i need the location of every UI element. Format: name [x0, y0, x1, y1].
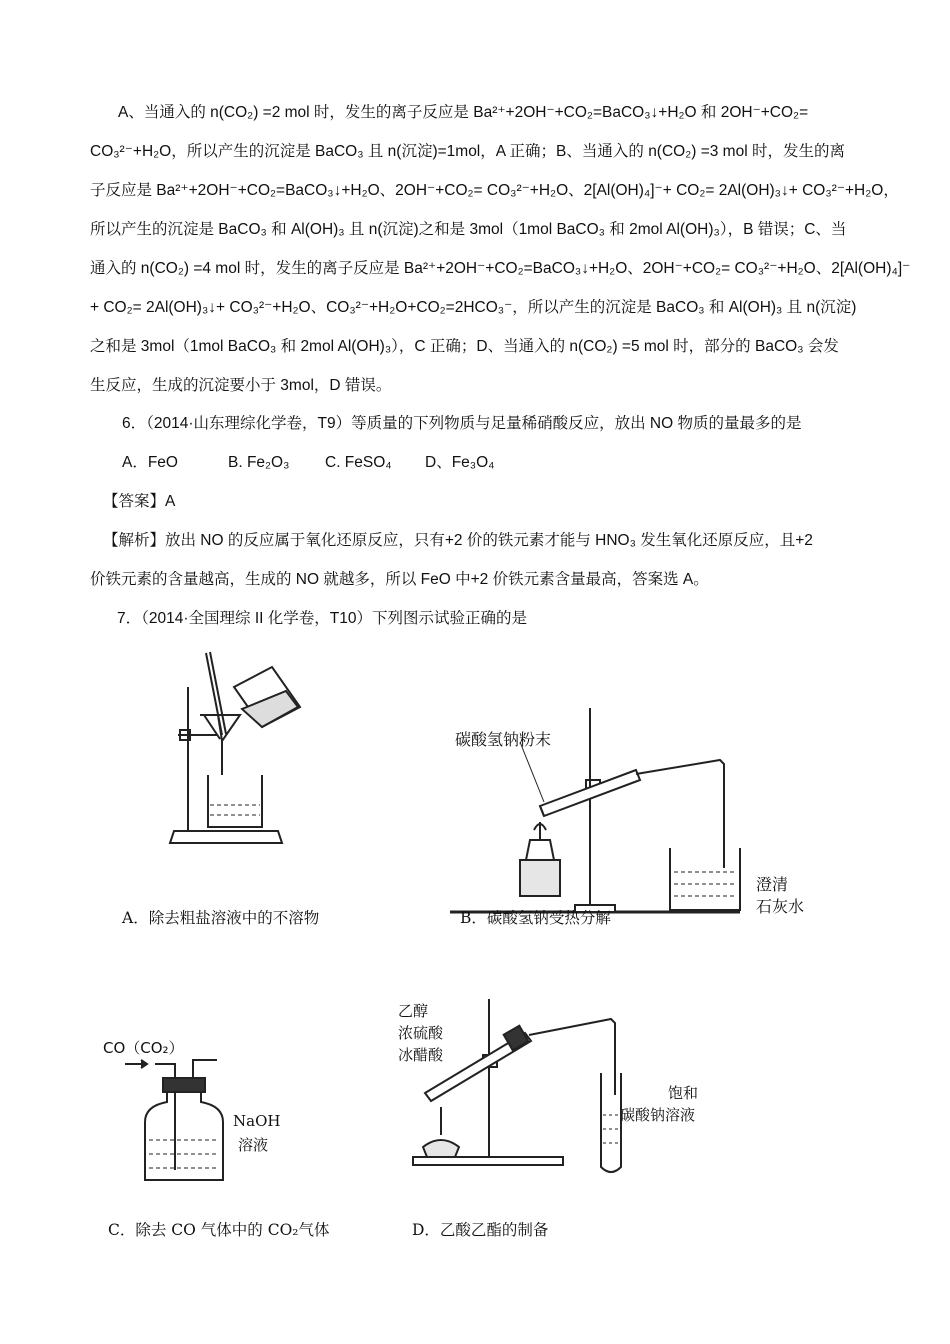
analysis-line-4: 所以产生的沉淀是 BaCO₃ 和 Al(OH)₃ 且 n(沉淀)之和是 3mol（1mol BaCO₃ 和 2mol Al(OH)₃），B 错误；C、当: [90, 221, 847, 238]
figure-d-label-ethanol: 乙醇: [398, 1002, 429, 1020]
analysis-line-6: + CO₂= 2Al(OH)₃↓+ CO₃²⁻+H₂O、CO₃²⁻+H₂O+CO₂=2HCO₃⁻，所以产生的沉淀是 BaCO₃ 和 Al(OH)₃ 且 n(沉淀): [90, 299, 857, 316]
figure-d-label-saturated: 饱和: [668, 1084, 699, 1102]
figure-b-label-powder: 碳酸氢钠粉末: [455, 730, 552, 749]
figure-b-caption: B．碳酸氢钠受热分解: [460, 909, 611, 927]
analysis-line-2: CO₃²⁻+H₂O，所以产生的沉淀是 BaCO₃ 且 n(沉淀)=1mol，A 正确；B、当通入的 n(CO₂) =3 mol 时，发生的离: [90, 143, 845, 160]
figure-b-label-limewater-2: 石灰水: [756, 897, 805, 916]
q6-analysis-1: 【解析】放出 NO 的反应属于氧化还原反应，只有+2 价的铁元素才能与 HNO₃ 发生氧化还原反应，且+2: [103, 532, 813, 549]
figure-a-filtration: [160, 645, 330, 855]
figure-a-caption: A．除去粗盐溶液中的不溶物: [122, 909, 320, 927]
q6-answer: 【答案】A: [103, 493, 176, 510]
q6-option-d: D、Fe₃O₄: [425, 454, 495, 471]
figure-d-label-sodium-carbonate: 碳酸钠溶液: [620, 1106, 696, 1124]
figure-b-label-limewater-1: 澄清: [756, 875, 789, 894]
figure-c-label-solution: 溶液: [238, 1136, 269, 1154]
q6-option-c: C. FeSO₄: [325, 454, 392, 471]
analysis-line-3: 子反应是 Ba²⁺+2OH⁻+CO₂=BaCO₃↓+H₂O、2OH⁻+CO₂= CO₃²⁻+H₂O、2[Al(OH)₄]⁻+ CO₂= 2Al(OH)₃↓+ CO₃²⁻+H₂O，: [90, 182, 899, 199]
q6-stem: 6．（2014·山东理综化学卷，T9）等质量的下列物质与足量稀硝酸反应，放出 NO 物质的量最多的是: [122, 415, 802, 432]
analysis-line-8: 生反应，生成的沉淀要小于 3mol，D 错误。: [90, 377, 392, 394]
figure-d-caption: D．乙酸乙酯的制备: [412, 1221, 549, 1239]
q7-stem: 7．（2014·全国理综 II 化学卷，T10）下列图示试验正确的是: [117, 610, 527, 627]
q6-analysis-2: 价铁元素的含量越高，生成的 NO 就越多，所以 FeO 中+2 价铁元素含量最高，答案选 A。: [90, 571, 709, 588]
figure-c-caption: C．除去 CO 气体中的 CO₂气体: [108, 1221, 330, 1239]
analysis-line-7: 之和是 3mol（1mol BaCO₃ 和 2mol Al(OH)₃），C 正确；D、当通入的 n(CO₂) =5 mol 时，部分的 BaCO₃ 会发: [90, 338, 839, 355]
figure-d-label-acetic: 冰醋酸: [398, 1046, 444, 1064]
q6-option-a: A．FeO: [122, 454, 178, 471]
figure-c-label-naoh: NaOH: [233, 1112, 281, 1130]
analysis-line-1: A、当通入的 n(CO₂) =2 mol 时，发生的离子反应是 Ba²⁺+2OH⁻+CO₂=BaCO₃↓+H₂O 和 2OH⁻+CO₂=: [118, 104, 809, 121]
figure-c-label-gas: CO（CO₂）: [103, 1039, 184, 1057]
figure-d-label-sulfuric: 浓硫酸: [398, 1024, 444, 1042]
analysis-line-5: 通入的 n(CO₂) =4 mol 时，发生的离子反应是 Ba²⁺+2OH⁻+CO₂=BaCO₃↓+H₂O、2OH⁻+CO₂= CO₃²⁻+H₂O、2[Al(OH)₄]⁻: [90, 260, 911, 277]
q6-option-b: B. Fe₂O₃: [228, 454, 290, 471]
